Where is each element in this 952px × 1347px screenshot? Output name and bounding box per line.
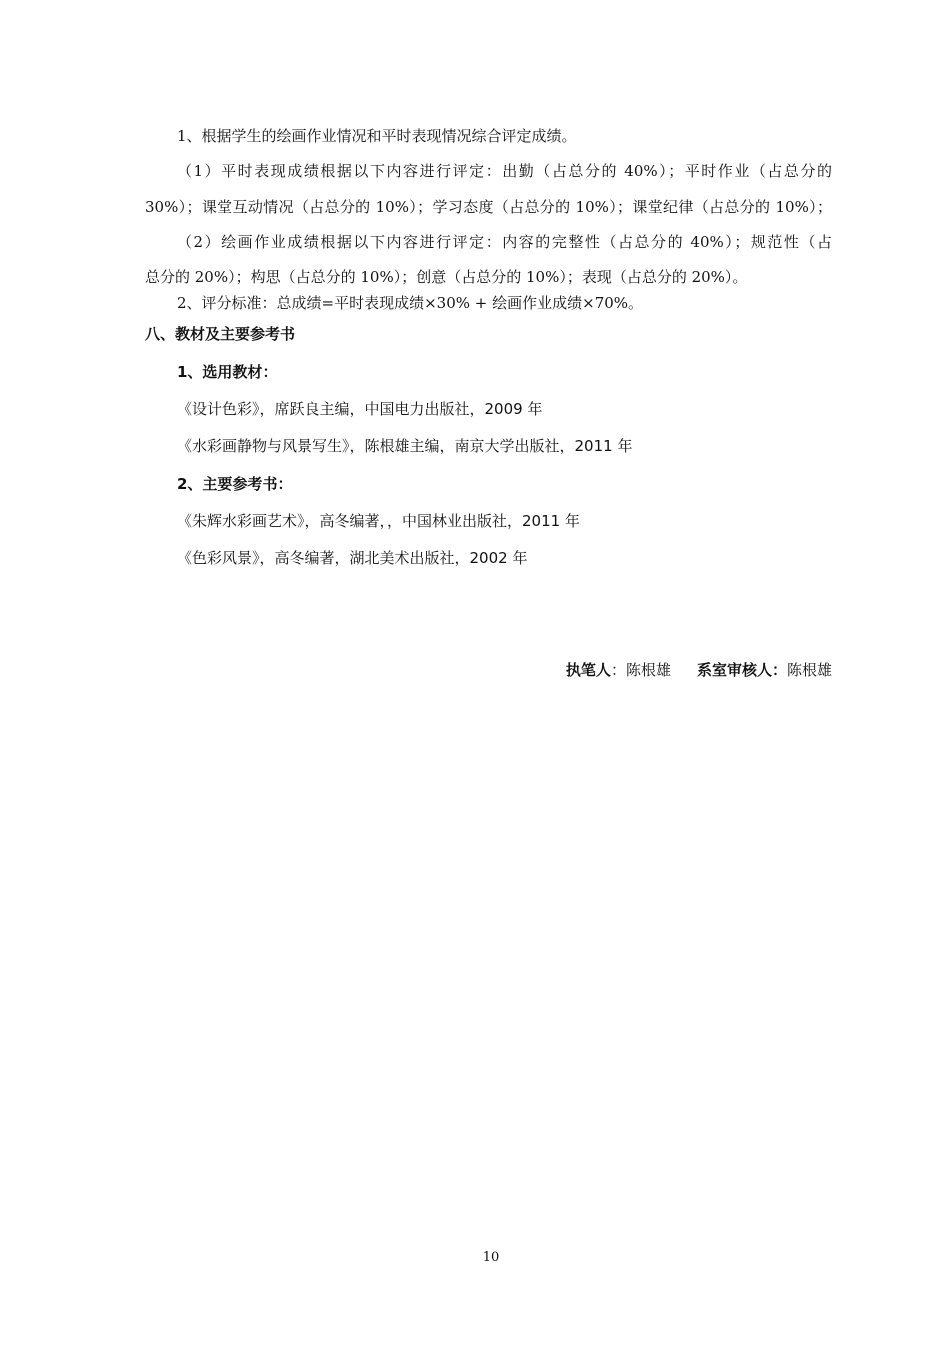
reviewer-label: 系室审核人： [696,661,787,679]
section-heading: 八、教材及主要参考书 [145,325,296,343]
textbook-item: 《水彩画静物与风景写生》，陈根雄主编，南京大学出版社，2011 年 [177,437,633,455]
textbook-item: 《设计色彩》，席跃良主编，中国电力出版社，2009 年 [177,400,543,418]
reviewer-name: 陈根雄 [786,661,832,679]
reference-item: 《朱辉水彩画艺术》，高冬编著，，中国林业出版社，2011 年 [177,512,580,530]
assessment-sub1-line2: 30%）；课堂互动情况（占总分的 10%）；学习态度（占总分的 10%）；课堂纪律（占总分的 10%）； [145,198,832,216]
assessment-sub2-line2: 总分的 20%）；构思（占总分的 10%）；创意（占总分的 10%）；表现（占总分的 20%）。 [145,268,748,286]
page-number: 10 [482,1250,500,1265]
references-label: 2、主要参考书： [177,475,293,493]
signature-line [566,660,832,680]
assessment-item-1: 1、根据学生的绘画作业情况和平时表现情况综合评定成绩。 [177,127,577,145]
author-name: 陈根雄 [625,661,671,679]
textbooks-label: 1、选用教材： [177,363,278,381]
author-label: 执笔人 [565,661,611,679]
reference-item: 《色彩风景》，高冬编著，湖北美术出版社，2002 年 [177,549,528,567]
assessment-sub2-line1: （2）绘画作业成绩根据以下内容进行评定：内容的完整性（占总分的 40%）；规范性（占 [177,233,832,251]
assessment-item-2: 2、评分标准：总成绩=平时表现成绩×30% + 绘画作业成绩×70%。 [177,294,644,312]
assessment-sub1-line1: （1）平时表现成绩根据以下内容进行评定：出勤（占总分的 40%）；平时作业（占总分的 [177,162,832,180]
author-separator: ： [610,661,626,679]
